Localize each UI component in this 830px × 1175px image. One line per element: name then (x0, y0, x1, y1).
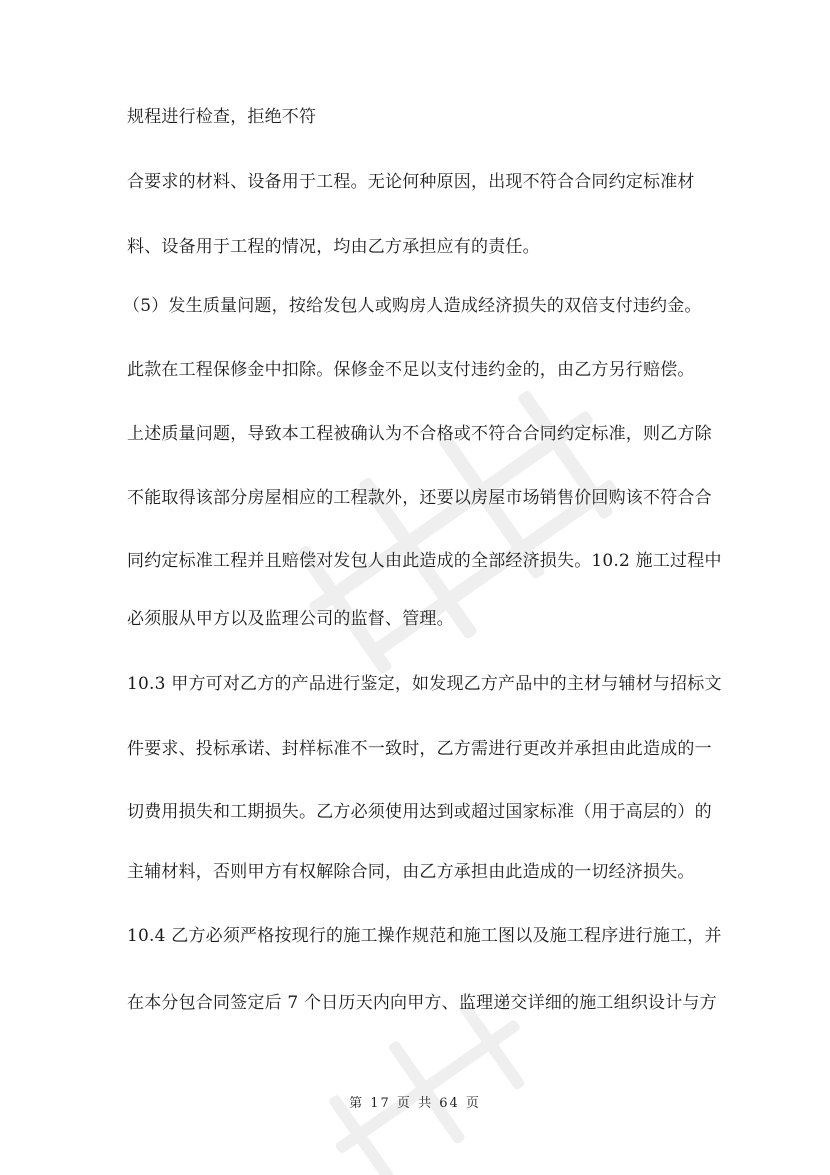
watermark-graphic-bottom (300, 1000, 560, 1175)
body-text-line: 10.3 甲方可对乙方的产品进行鉴定，如发现乙方产品中的主材与辅材与招标文 (127, 674, 722, 694)
body-text-line: 此款在工程保修金中扣除。保修金不足以支付违约金的，由乙方另行赔偿。 (127, 360, 695, 380)
body-text-line: 料、设备用于工程的情况，均由乙方承担应有的责任。 (127, 237, 540, 257)
body-text-line: 在本分包合同签定后 7 个日历天内向甲方、监理递交详细的施工组织设计与方 (127, 993, 717, 1013)
body-text-line: 必须服从甲方以及监理公司的监督、管理。 (127, 609, 454, 629)
body-text-line: 上述质量问题，导致本工程被确认为不合格或不符合合同约定标准，则乙方除 (127, 424, 712, 444)
body-text-line: 10.4 乙方必须严格按现行的施工操作规范和施工图以及施工程序进行施工，并 (127, 926, 722, 946)
body-text-line: 切费用损失和工期损失。乙方必须使用达到或超过国家标准（用于高层的）的 (127, 802, 712, 822)
body-text-line: 件要求、投标承诺、封样标准不一致时，乙方需进行更改并承担由此造成的一 (127, 739, 712, 759)
body-text-line: 同约定标准工程并且赔偿对发包人由此造成的全部经济损失。10.2 施工过程中 (127, 551, 722, 571)
body-text-line: （5）发生质量问题，按给发包人或购房人造成经济损失的双倍支付违约金。 (123, 296, 702, 316)
body-text-line: 主辅材料，否则甲方有权解除合同，由乙方承担由此造成的一切经济损失。 (127, 862, 695, 882)
page-number-footer: 第 17 页 共 64 页 (349, 1096, 481, 1111)
body-text-line: 规程进行检查，拒绝不符 (127, 107, 317, 127)
body-text-line: 不能取得该部分房屋相应的工程款外，还要以房屋市场销售价回购该不符合合 (127, 488, 712, 508)
body-text-line: 合要求的材料、设备用于工程。无论何种原因，出现不符合合同约定标准材 (127, 172, 695, 192)
